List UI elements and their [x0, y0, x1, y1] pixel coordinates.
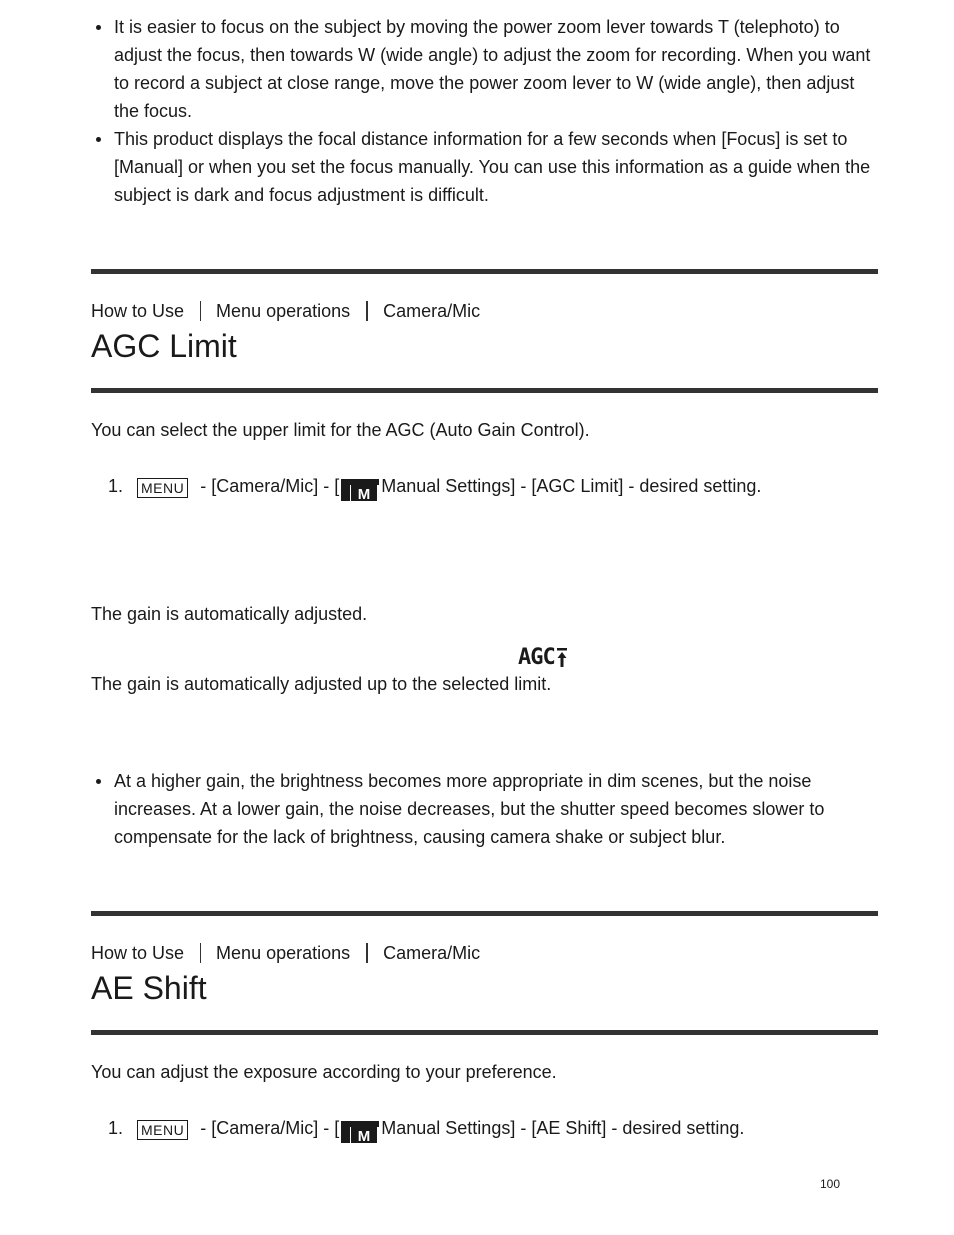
breadcrumb-how-to-use[interactable]: How to Use: [91, 943, 185, 963]
page-title: AE Shift: [91, 970, 207, 1006]
agc-limit-icon: [518, 642, 568, 672]
breadcrumb-how-to-use[interactable]: How to Use: [91, 301, 185, 321]
page-number: 100: [820, 1177, 841, 1191]
step-text-part: - [Camera/Mic] - [: [195, 476, 340, 496]
title-divider: [91, 1030, 878, 1035]
intro-text: You can adjust the exposure according to your preference.: [91, 1062, 557, 1082]
top-notes-list: [91, 13, 881, 209]
manual-settings-camera-icon: [340, 1118, 380, 1144]
breadcrumb-menu-operations[interactable]: Menu operations: [216, 943, 351, 963]
procedure-step: [91, 1114, 744, 1142]
breadcrumb: [91, 299, 480, 323]
procedure-step: [91, 472, 761, 500]
option-description: The gain is automatically adjusted.: [91, 604, 368, 624]
breadcrumb-separator: [200, 943, 201, 963]
breadcrumb-menu-operations[interactable]: Menu operations: [216, 301, 351, 321]
breadcrumb-separator: [366, 943, 368, 963]
breadcrumb: [91, 941, 480, 965]
manual-icon-letter: M: [358, 1128, 371, 1144]
manual-icon-letter: M: [358, 486, 371, 502]
breadcrumb-separator: [200, 301, 201, 321]
breadcrumb-separator: [366, 301, 368, 321]
section-divider: [91, 269, 878, 274]
step-text-part: - [Camera/Mic] - [: [195, 1118, 340, 1138]
title-divider: [91, 388, 878, 393]
notes-list: [91, 767, 881, 851]
manual-settings-camera-icon: [340, 476, 380, 502]
agc-icon-text: AGC: [518, 644, 555, 670]
menu-button-icon: MENU: [137, 1120, 188, 1140]
step-number: 1.: [108, 1118, 124, 1138]
page-title: AGC Limit: [91, 328, 237, 364]
list-item: It is easier to focus on the subject by moving the power zoom lever towards T (telephoto) to adjust the focus, then towards W (wide angle) to adjust the zoom for recording. When you want to record a subject at close range, move the power zoom lever to W (wide angle), then adjust the focus.: [91, 13, 881, 125]
section-divider: [91, 911, 878, 916]
option-description: The gain is automatically adjusted up to the selected limit.: [91, 674, 552, 694]
list-item: At a higher gain, the brightness becomes more appropriate in dim scenes, but the noise increases. At a lower gain, the noise decreases, but the shutter speed becomes slower to compensate for the lack of brightness, causing camera shake or subject blur.: [91, 767, 881, 851]
step-text-part: Manual Settings] - [AE Shift] - desired setting.: [381, 1118, 745, 1138]
step-number: 1.: [108, 476, 124, 496]
breadcrumb-camera-mic[interactable]: Camera/Mic: [383, 943, 481, 963]
step-text-part: Manual Settings] - [AGC Limit] - desired setting.: [381, 476, 762, 496]
menu-button-icon: MENU: [137, 478, 188, 498]
breadcrumb-camera-mic[interactable]: Camera/Mic: [383, 301, 481, 321]
list-item: This product displays the focal distance information for a few seconds when [Focus] is set to [Manual] or when you set the focus manually. You can use this information as a guide when the subject is dark and focus adjustment is difficult.: [91, 125, 881, 209]
intro-text: You can select the upper limit for the AGC (Auto Gain Control).: [91, 420, 590, 440]
upper-limit-arrow-icon: [556, 645, 568, 669]
